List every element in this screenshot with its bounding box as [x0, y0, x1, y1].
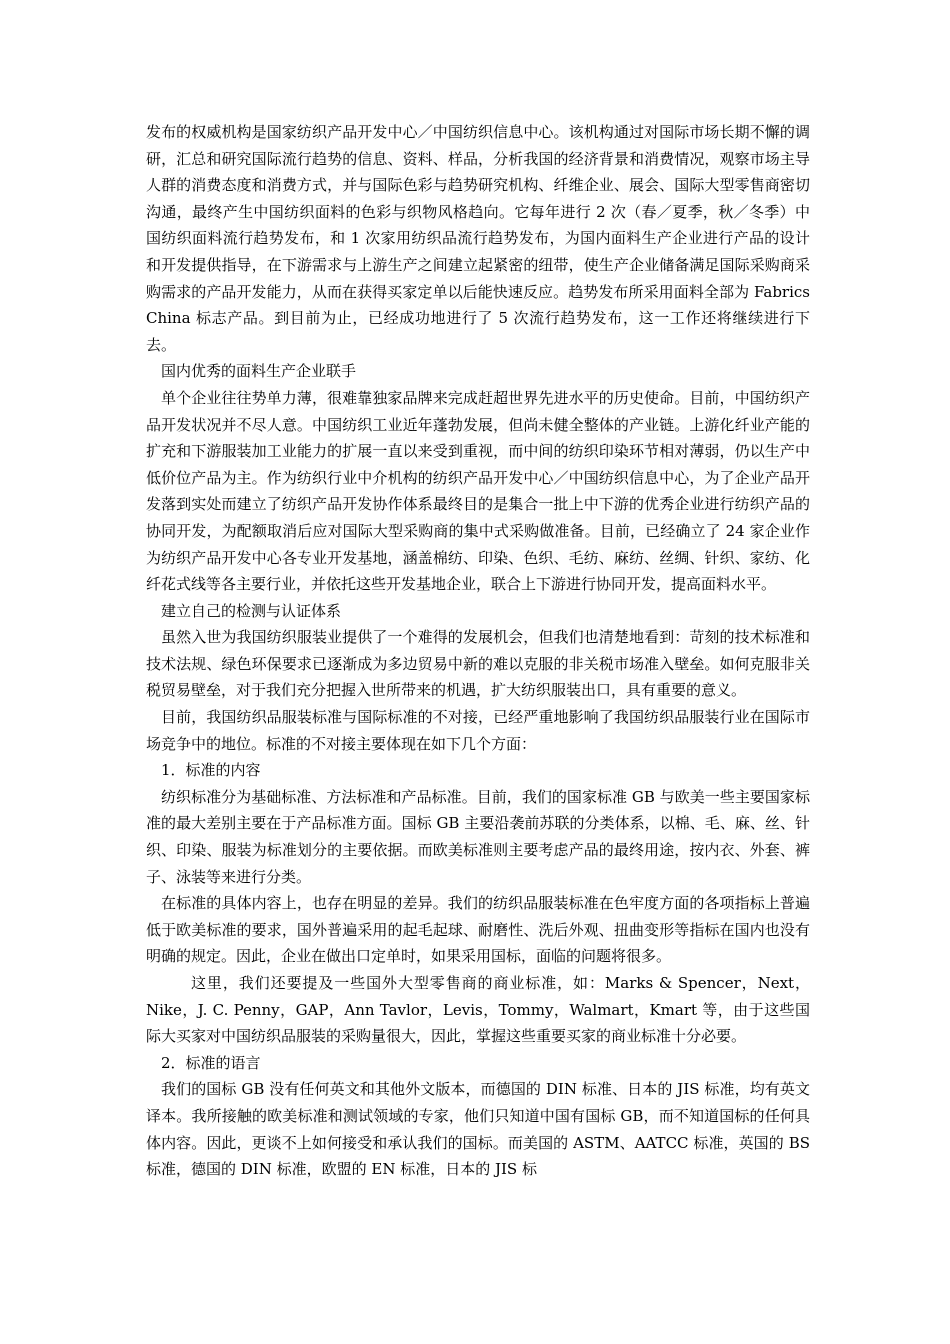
paragraph-trade-barriers: 虽然入世为我国纺织服装业提供了一个难得的发展机会，但我们也清楚地看到：苛刻的技术标准和技术法规、绿色环保要求已逐渐成为多边贸易中新的难以克服的非关税市场准入壁垒。如何克服非关税贸易壁垒，对于我们充分把握入世所带来的机遇，扩大纺织服装出口，具有重要的意义。	[146, 628, 810, 700]
document-page	[146, 119, 810, 1183]
paragraph-standard-differences: 在标准的具体内容上，也存在明显的差异。我们的纺织品服装标准在色牢度方面的各项指标上普遍低于欧美标准的要求，国外普遍采用的起毛起球、耐磨性、洗后外观、扭曲变形等指标在国内也没有明确的规定。因此，企业在做出口定单时，如果采用国标，面临的问题将很多。	[146, 894, 810, 966]
paragraph-intro: 发布的权威机构是国家纺织产品开发中心／中国纺织信息中心。该机构通过对国际市场长期不懈的调研，汇总和研究国际流行趋势的信息、资料、样品，分析我国的经济背景和消费情况，观察市场主导人群的消费态度和消费方式，并与国际色彩与趋势研究机构、纤维企业、展会、国际大型零售商密切沟通，最终产生中国纺织面料的色彩与织物风格趋向。它每年进行 2 次（春／夏季，秋／冬季）中国纺织面料流行趋势发布，和 1 次家用纺织品流行趋势发布，为国内面料生产企业进行产品的设计和开发提供指导，在下游需求与上游生产之间建立起紧密的纽带，使生产企业储备满足国际采购商采购需求的产品开发能力，从而在获得买家定单以后能快速反应。趋势发布所采用面料全部为 Fabrics China 标志产品。到目前为止，已经成功地进行了 5 次流行趋势发布，这一工作还将继续进行下去。	[146, 123, 810, 354]
section-heading-standard-content: 1．标准的内容	[161, 761, 261, 780]
section-heading-enterprise-alliance: 国内优秀的面料生产企业联手	[161, 362, 357, 381]
paragraph-standards-mismatch: 目前，我国纺织品服装标准与国际标准的不对接，已经严重地影响了我国纺织品服装行业在国际市场竞争中的地位。标准的不对接主要体现在如下几个方面：	[146, 708, 810, 753]
section-heading-testing-certification: 建立自己的检测与认证体系	[161, 601, 342, 620]
paragraph-enterprise-alliance: 单个企业往往势单力薄，很难靠独家品牌来完成赶超世界先进水平的历史使命。目前，中国纺织产品开发状况并不尽人意。中国纺织工业近年蓬勃发展，但尚未健全整体的产业链。上游化纤业产能的扩充和下游服装加工业能力的扩展一直以来受到重视，而中间的纺织印染环节相对薄弱，仍以生产中低价位产品为主。作为纺织行业中介机构的纺织产品开发中心／中国纺织信息中心，为了企业产品开发落到实处而建立了纺织产品开发协作体系最终目的是集合一批上中下游的优秀企业进行纺织产品的协同开发，为配额取消后应对国际大型采购商的集中式采购做准备。目前，已经确立了 24 家企业作为纺织产品开发中心各专业开发基地，涵盖棉纺、印染、色织、毛纺、麻纺、丝绸、针织、家纺、化纤花式线等各主要行业，并依托这些开发基地企业，联合上下游进行协同开发，提高面料水平。	[146, 388, 810, 594]
section-heading-standard-language: 2．标准的语言	[161, 1053, 261, 1072]
paragraph-standard-categories: 纺织标准分为基础标准、方法标准和产品标准。目前，我们的国家标准 GB 与欧美一些主要国家标准的最大差别主要在于产品标准方面。国标 GB 主要沿袭前苏联的分类体系，以棉、毛、麻、丝、针织、印染、服装为标准划分的主要依据。而欧美标准则主要考虑产品的最终用途，按内衣、外套、裤子、泳装等来进行分类。	[146, 787, 810, 886]
paragraph-retailer-standards: 这里，我们还要提及一些国外大型零售商的商业标准，如：Marks & Spencer，Next，Nike，J. C. Penny，GAP，Ann Tavlor，Levis，Tommy，Walmart，Kmart 等，由于这些国际大买家对中国纺织品服装的采购量很大，因此，掌握这些重要买家的商业标准十分必要。	[146, 974, 810, 1046]
paragraph-standard-language: 我们的国标 GB 没有任何英文和其他外文版本，而德国的 DIN 标准、日本的 JIS 标准，均有英文译本。我所接触的欧美标准和测试领域的专家，他们只知道中国有国标 GB，而不知道国标的任何具体内容。因此，更谈不上如何接受和承认我们的国标。而美国的 ASTM、AATCC 标准，英国的 BS 标准，德国的 DIN 标准，欧盟的 EN 标准，日本的 JIS 标	[146, 1080, 810, 1179]
